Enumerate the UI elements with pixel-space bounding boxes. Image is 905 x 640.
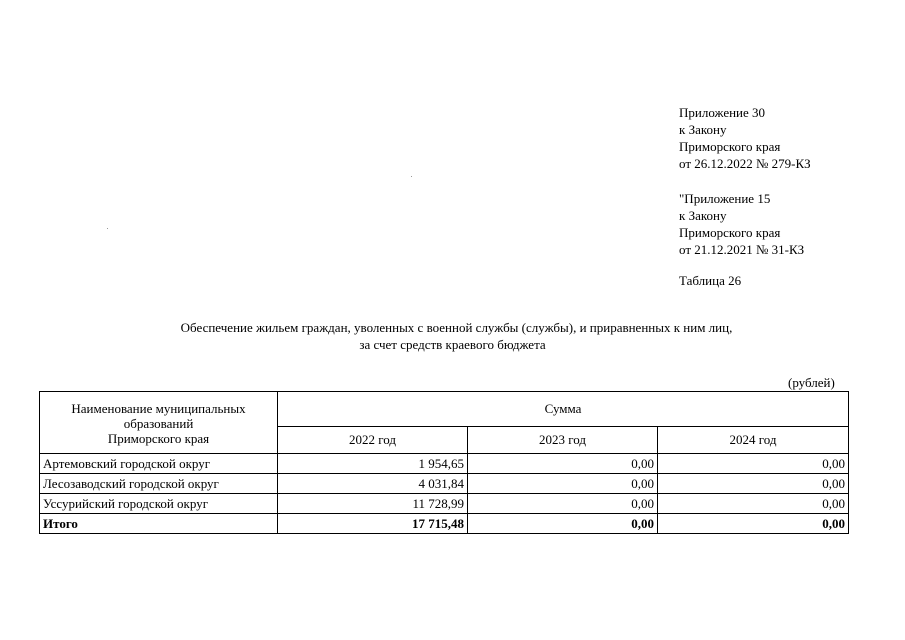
- column-header-name-line: Наименование муниципальных: [71, 401, 246, 416]
- document-title-line: Обеспечение жильем граждан, уволенных с военной службы (службы), и приравненных к ним лиц,: [180, 320, 733, 335]
- total-label: Итого: [40, 514, 278, 534]
- column-header-year: 2024 год: [658, 427, 849, 454]
- amount-2023: 0,00: [468, 474, 658, 494]
- scan-speck: [411, 176, 412, 177]
- document-title: [0, 319, 905, 353]
- amount-2024: 0,00: [658, 494, 849, 514]
- appendix-main-line: от 26.12.2022 № 279-КЗ: [679, 156, 811, 171]
- column-header-sum: Сумма: [278, 392, 849, 427]
- appendix-original-line: Приморского края: [679, 225, 781, 240]
- amount-2023: 0,00: [468, 454, 658, 474]
- document-title-line: за счет средств краевого бюджета: [359, 337, 546, 352]
- column-header-year: 2022 год: [278, 427, 468, 454]
- column-header-name: [40, 392, 278, 454]
- table-row: [40, 494, 849, 514]
- appendix-original-line: от 21.12.2021 № 31-КЗ: [679, 242, 805, 257]
- amount-2024: 0,00: [658, 454, 849, 474]
- amount-2022: 11 728,99: [278, 494, 468, 514]
- municipality-name: Лесозаводский городской округ: [40, 474, 278, 494]
- units-label: (рублей): [788, 375, 835, 390]
- appendix-original-block: [679, 190, 804, 258]
- table-total-row: [40, 514, 849, 534]
- appendix-main-line: Приложение 30: [679, 105, 766, 120]
- amount-2024: 0,00: [658, 474, 849, 494]
- table-row: [40, 454, 849, 474]
- column-header-year: 2023 год: [468, 427, 658, 454]
- table-row: [40, 474, 849, 494]
- column-header-name-line: образований: [123, 416, 194, 431]
- appendix-original-line: к Закону: [679, 208, 727, 223]
- municipality-name: Артемовский городской округ: [40, 454, 278, 474]
- column-header-name-line: Приморского края: [107, 431, 210, 446]
- table-header-row: [40, 392, 849, 427]
- appendix-main-line: к Закону: [679, 122, 727, 137]
- budget-table: [39, 391, 849, 534]
- appendix-main-block: [679, 104, 811, 172]
- total-2022: 17 715,48: [278, 514, 468, 534]
- amount-2022: 1 954,65: [278, 454, 468, 474]
- amount-2022: 4 031,84: [278, 474, 468, 494]
- municipality-name: Уссурийский городской округ: [40, 494, 278, 514]
- scan-speck: [107, 228, 108, 229]
- appendix-main-line: Приморского края: [679, 139, 781, 154]
- appendix-original-line: "Приложение 15: [679, 191, 771, 206]
- total-2023: 0,00: [468, 514, 658, 534]
- amount-2023: 0,00: [468, 494, 658, 514]
- table-number: Таблица 26: [679, 273, 742, 288]
- total-2024: 0,00: [658, 514, 849, 534]
